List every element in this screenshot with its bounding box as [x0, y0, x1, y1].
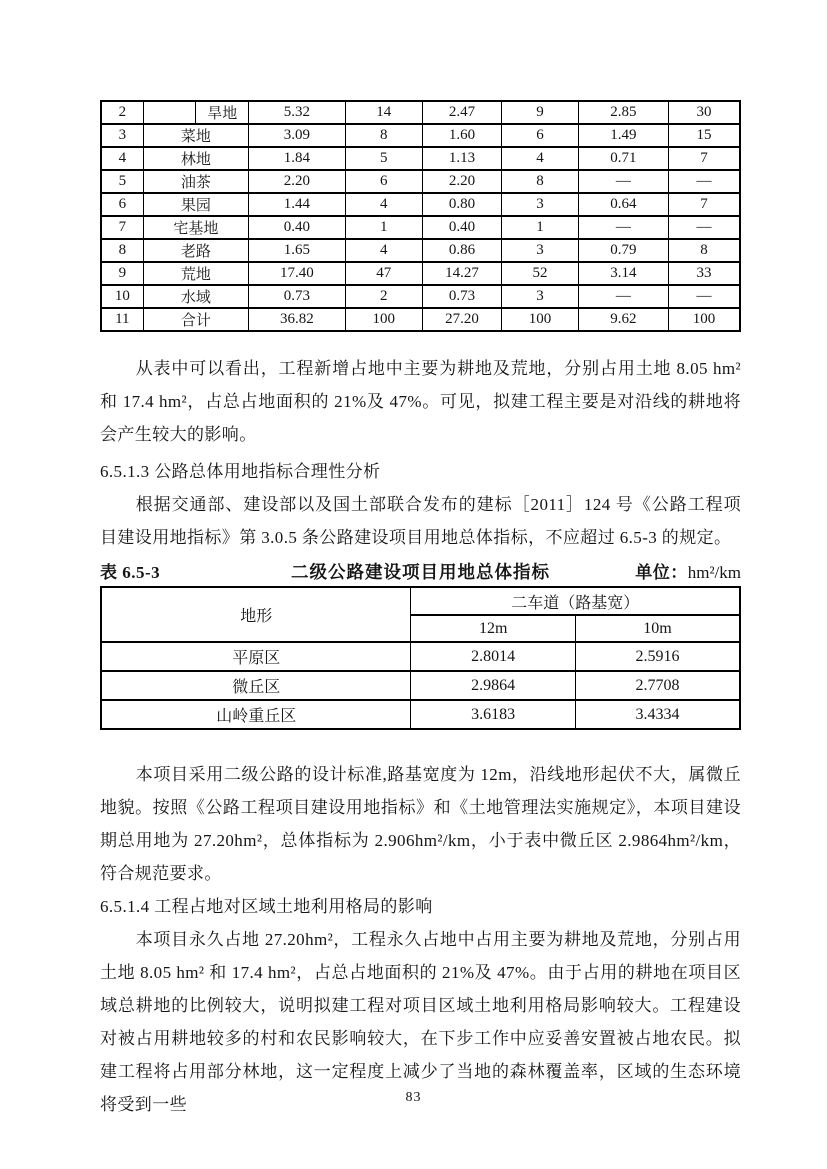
table-cell: 果园 — [143, 193, 248, 216]
table-caption-number: 表 6.5-3 — [100, 563, 161, 582]
table-cell: 0.86 — [422, 239, 501, 262]
table-cell: — — [578, 285, 668, 308]
paragraph-landuse-summary: 从表中可以看出，工程新增占地中主要为耕地及荒地，分别占用土地 8.05 hm² 和 17.4 hm²，占总占地面积的 21%及 47%。可见，拟建工程主要是对沿线的耕地将会产生较大的影响。 — [100, 359, 741, 444]
terrain-header-cell: 地形 — [101, 587, 411, 642]
table-cell: 100 — [668, 308, 740, 331]
table-cell: 菜地 — [143, 124, 248, 147]
table-cell: 9 — [101, 262, 143, 285]
table-cell: 2.9864 — [411, 671, 576, 700]
table-cell: 17.40 — [249, 262, 345, 285]
table-cell: 平原区 — [101, 642, 411, 671]
table-cell: 2.7708 — [575, 671, 740, 700]
table-row — [101, 170, 740, 193]
table-cell: 52 — [502, 262, 579, 285]
table-cell — [143, 101, 196, 124]
table-cell: 3.14 — [578, 262, 668, 285]
table-row — [101, 700, 740, 729]
page-content — [100, 100, 741, 1121]
table-cell: 4 — [101, 147, 143, 170]
table-cell: 100 — [345, 308, 422, 331]
table-cell: 3 — [502, 193, 579, 216]
table-row — [101, 262, 740, 285]
table-cell: 0.64 — [578, 193, 668, 216]
table-cell: 2.20 — [249, 170, 345, 193]
table-cell: 8 — [668, 239, 740, 262]
table-cell: 10 — [101, 285, 143, 308]
table-cell: 3.6183 — [411, 700, 576, 729]
heading-6514: 6.5.1.4 工程占地对区域土地利用格局的影响 — [100, 897, 433, 916]
landuse-table — [100, 100, 741, 332]
table-cell: 6 — [101, 193, 143, 216]
table-cell: 8 — [101, 239, 143, 262]
table-cell: 1.44 — [249, 193, 345, 216]
unit-label: 单位： — [635, 563, 688, 582]
table-cell: 3 — [502, 239, 579, 262]
table-cell: 36.82 — [249, 308, 345, 331]
table-cell: 47 — [345, 262, 422, 285]
paragraph-landuse-impact: 本项目永久占地 27.20hm²，工程永久占地中占用主要为耕地及荒地，分别占用土地 8.05 hm² 和 17.4 hm²，占总占地面积的 21%及 47%。由于占用的耕地在项目区域总耕地的比例较大，说明拟建工程对项目区域土地利用格局影响较大。工程建设对被占用耕地较多的村和农民影响较大，在下步工作中应妥善安置被占地农民。拟建工程将占用部分林地，这一定程度上减少了当地的森林覆盖率，区域的生态环境将受到一些 — [100, 930, 741, 1114]
table-cell: 2.20 — [422, 170, 501, 193]
table-cell: 3.4334 — [575, 700, 740, 729]
table-caption — [100, 559, 741, 586]
table-cell: 8 — [345, 124, 422, 147]
table-cell: 水域 — [143, 285, 248, 308]
indicator-table-head — [101, 587, 740, 642]
table-cell: 4 — [345, 193, 422, 216]
col-10m-header-cell: 10m — [575, 615, 740, 642]
paragraph-standard-reference: 根据交通部、建设部以及国土部联合发布的建标［2011］124 号《公路工程项目建设用地指标》第 3.0.5 条公路建设项目用地总体指标，不应超过 6.5-3 的规定。 — [100, 495, 741, 547]
table-cell: 6 — [502, 124, 579, 147]
table-row — [101, 216, 740, 239]
table-cell: 14 — [345, 101, 422, 124]
table-cell: 3.09 — [249, 124, 345, 147]
table-cell: — — [578, 170, 668, 193]
table-caption-unit — [635, 559, 741, 586]
table-row — [101, 239, 740, 262]
table-row — [101, 587, 740, 615]
table-cell: 老路 — [143, 239, 248, 262]
paragraph-design-standard: 本项目采用二级公路的设计标准,路基宽度为 12m，沿线地形起伏不大，属微丘地貌。按照《公路工程项目建设用地指标》和《土地管理法实施规定》，本项目建设期总用地为 27.20hm²，总体指标为 2.906hm²/km，小于表中微丘区 2.9864hm²/km，符合规范要求。 — [100, 765, 741, 883]
table-cell: 2.85 — [578, 101, 668, 124]
table-cell: 2 — [345, 285, 422, 308]
table-cell: 1.60 — [422, 124, 501, 147]
table-cell: 0.79 — [578, 239, 668, 262]
table-cell: 30 — [668, 101, 740, 124]
table-row — [101, 671, 740, 700]
table-row — [101, 101, 740, 124]
table-cell: 5 — [345, 147, 422, 170]
table-row — [101, 308, 740, 331]
table-cell: 0.73 — [422, 285, 501, 308]
col-12m-header-cell: 12m — [411, 615, 576, 642]
table-caption-title: 二级公路建设项目用地总体指标 — [291, 562, 550, 582]
table-row — [101, 124, 740, 147]
table-cell: 合计 — [143, 308, 248, 331]
table-cell: 旱地 — [196, 101, 249, 124]
table-cell: 7 — [668, 193, 740, 216]
table-cell: 0.80 — [422, 193, 501, 216]
table-cell: 1.13 — [422, 147, 501, 170]
landuse-table-body — [101, 101, 740, 331]
table-cell: 1.65 — [249, 239, 345, 262]
table-cell: 4 — [345, 239, 422, 262]
table-cell: 3 — [502, 285, 579, 308]
table-cell: 9 — [502, 101, 579, 124]
table-cell: — — [578, 216, 668, 239]
table-cell: 33 — [668, 262, 740, 285]
table-cell: 7 — [101, 216, 143, 239]
table-cell: 0.40 — [422, 216, 501, 239]
table-cell: 山岭重丘区 — [101, 700, 411, 729]
page-number: 83 — [405, 1090, 422, 1105]
table-cell: — — [668, 216, 740, 239]
lanes-header-cell: 二车道（路基宽） — [411, 587, 740, 615]
table-cell: 11 — [101, 308, 143, 331]
unit-value: hm²/km — [687, 563, 741, 582]
indicator-table — [100, 586, 741, 730]
table-cell: 4 — [502, 147, 579, 170]
table-cell: 6 — [345, 170, 422, 193]
table-cell: — — [668, 170, 740, 193]
table-cell: 5.32 — [249, 101, 345, 124]
table-row — [101, 147, 740, 170]
table-cell: 14.27 — [422, 262, 501, 285]
table-cell: 1.84 — [249, 147, 345, 170]
table-cell: 100 — [502, 308, 579, 331]
table-row — [101, 193, 740, 216]
table-cell: 0.40 — [249, 216, 345, 239]
table-cell: 1 — [502, 216, 579, 239]
table-cell: 0.73 — [249, 285, 345, 308]
table-cell: 1.49 — [578, 124, 668, 147]
table-cell: 15 — [668, 124, 740, 147]
table-cell: 3 — [101, 124, 143, 147]
table-cell: 宅基地 — [143, 216, 248, 239]
table-row — [101, 285, 740, 308]
table-cell: 0.71 — [578, 147, 668, 170]
table-cell: 2.8014 — [411, 642, 576, 671]
table-cell: 2.5916 — [575, 642, 740, 671]
table-cell: 1 — [345, 216, 422, 239]
table-row — [101, 642, 740, 671]
table-cell: 5 — [101, 170, 143, 193]
indicator-table-body — [101, 642, 740, 729]
table-cell: 林地 — [143, 147, 248, 170]
table-cell: 8 — [502, 170, 579, 193]
table-cell: 2.47 — [422, 101, 501, 124]
table-cell: 油茶 — [143, 170, 248, 193]
table-cell: 2 — [101, 101, 143, 124]
table-cell: — — [668, 285, 740, 308]
table-cell: 微丘区 — [101, 671, 411, 700]
table-cell: 7 — [668, 147, 740, 170]
heading-6513: 6.5.1.3 公路总体用地指标合理性分析 — [100, 462, 381, 481]
table-cell: 9.62 — [578, 308, 668, 331]
table-cell: 荒地 — [143, 262, 248, 285]
table-cell: 27.20 — [422, 308, 501, 331]
